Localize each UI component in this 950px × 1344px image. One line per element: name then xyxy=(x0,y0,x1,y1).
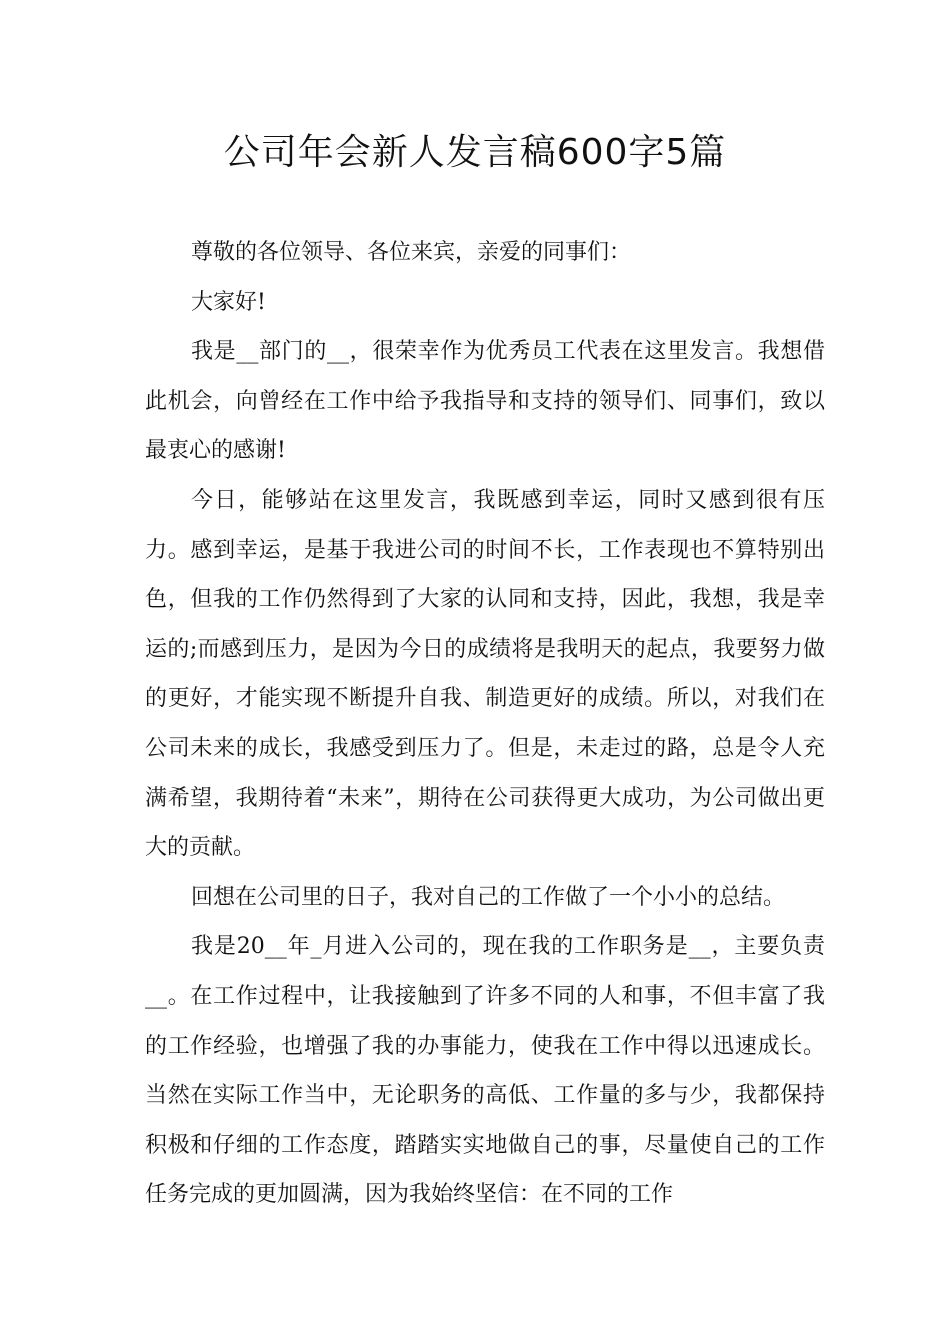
body-paragraph: 我是20__年_月进入公司的，现在我的工作职务是__，主要负责__。在工作过程中，让我接触到了许多不同的人和事，不但丰富了我的工作经验，也增强了我的办事能力，使我在工作中得以迅速成长。当然在实际工作当中，无论职务的高低、工作量的多与少，我都保持积极和仔细的工作态度，踏踏实实地做自己的事，尽量使自己的工作任务完成的更加圆满，因为我始终坚信：在不同的工作 xyxy=(145,934,825,1208)
salutation-paragraph: 尊敬的各位领导、各位来宾，亲爱的同事们： xyxy=(191,240,632,265)
body-paragraph: 我是__部门的__，很荣幸作为优秀员工代表在这里发言。我想借此机会，向曾经在工作中给予我指导和支持的领导们、同事们，致以最衷心的感谢! xyxy=(145,339,825,464)
body-paragraph: 回想在公司里的日子，我对自己的工作做了一个小小的总结。 xyxy=(191,884,786,910)
body-paragraph: 今日，能够站在这里发言，我既感到幸运，同时又感到很有压力。感到幸运，是基于我进公司的时间不长，工作表现也不算特别出色，但我的工作仍然得到了大家的认同和支持，因此，我想，我是幸运的;而感到压力，是因为今日的成绩将是我明天的起点，我要努力做的更好，才能实现不断提升自我、制造更好的成绩。所以，对我们在公司未来的成长，我感受到压力了。但是，未走过的路，总是令人充满希望，我期待着“未来”，期待在公司获得更大成功，为公司做出更大的贡献。 xyxy=(145,487,825,861)
document-title: 公司年会新人发言稿600字5篇 xyxy=(223,132,727,173)
document-body xyxy=(145,228,825,1220)
greeting-paragraph: 大家好! xyxy=(191,289,266,315)
